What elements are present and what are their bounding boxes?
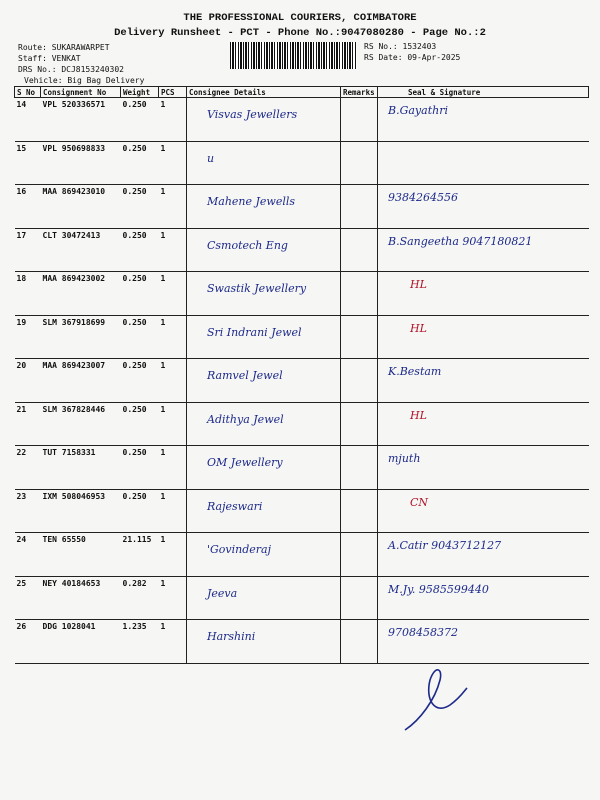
cell-remarks bbox=[341, 98, 378, 142]
cell-signature bbox=[378, 185, 589, 229]
cell-consignment-no: VPL 950698833 bbox=[41, 141, 121, 185]
cell-sno: 26 bbox=[15, 620, 41, 664]
route-label: Route: SUKARAWARPET bbox=[18, 43, 110, 52]
consignee-handwriting: Harshini bbox=[207, 630, 256, 643]
cell-signature bbox=[378, 446, 589, 490]
handwritten-signature bbox=[395, 660, 485, 740]
table-row bbox=[15, 359, 589, 403]
cell-weight: 0.250 bbox=[121, 272, 159, 316]
table-row bbox=[15, 272, 589, 316]
cell-signature bbox=[378, 141, 589, 185]
cell-signature bbox=[378, 359, 589, 403]
consignee-handwriting: Mahene Jewells bbox=[207, 195, 296, 208]
signature-handwriting: K.Bestam bbox=[388, 365, 442, 378]
page-subtitle: Delivery Runsheet - PCT - Phone No.:9047080280 - Page No.:2 bbox=[114, 27, 486, 39]
cell-remarks bbox=[341, 185, 378, 229]
cell-weight: 0.250 bbox=[121, 98, 159, 142]
cell-weight: 0.250 bbox=[121, 489, 159, 533]
cell-pcs: 1 bbox=[159, 272, 187, 316]
cell-consignee bbox=[187, 576, 341, 620]
cell-consignee bbox=[187, 446, 341, 490]
cell-sno: 24 bbox=[15, 533, 41, 577]
cell-consignee bbox=[187, 533, 341, 577]
col-header-pcs: PCS bbox=[159, 87, 187, 98]
cell-signature bbox=[378, 489, 589, 533]
cell-sno: 23 bbox=[15, 489, 41, 533]
cell-pcs: 1 bbox=[159, 620, 187, 664]
signature-handwriting: B.Gayathri bbox=[388, 104, 448, 117]
cell-pcs: 1 bbox=[159, 576, 187, 620]
cell-consignee bbox=[187, 272, 341, 316]
cell-weight: 0.250 bbox=[121, 141, 159, 185]
signature-handwriting: 9384264556 bbox=[388, 191, 458, 204]
signature-handwriting: B.Sangeetha 9047180821 bbox=[388, 234, 533, 248]
cell-remarks bbox=[341, 533, 378, 577]
cell-consignee bbox=[187, 315, 341, 359]
cell-remarks bbox=[341, 141, 378, 185]
cell-remarks bbox=[341, 359, 378, 403]
cell-signature bbox=[378, 315, 589, 359]
consignee-handwriting: OM Jewellery bbox=[207, 456, 283, 469]
cell-consignment-no: CLT 30472413 bbox=[41, 228, 121, 272]
cell-consignee bbox=[187, 98, 341, 142]
signature-handwriting bbox=[380, 144, 587, 148]
staff-label: Staff: VENKAT bbox=[18, 54, 81, 63]
signature-handwriting: HL bbox=[410, 278, 427, 291]
col-header-weight: Weight bbox=[121, 87, 159, 98]
cell-consignment-no: MAA 869423007 bbox=[41, 359, 121, 403]
cell-consignee bbox=[187, 141, 341, 185]
page-title: THE PROFESSIONAL COURIERS, COIMBATORE bbox=[183, 12, 417, 24]
cell-pcs: 1 bbox=[159, 141, 187, 185]
cell-sno: 21 bbox=[15, 402, 41, 446]
consignee-handwriting: u bbox=[207, 151, 215, 165]
cell-signature bbox=[378, 620, 589, 664]
cell-consignee bbox=[187, 402, 341, 446]
cell-pcs: 1 bbox=[159, 228, 187, 272]
cell-consignee bbox=[187, 185, 341, 229]
signature-handwriting: M.Jy. 9585599440 bbox=[388, 582, 489, 596]
consignee-handwriting: Swastik Jewellery bbox=[207, 282, 307, 295]
signature-handwriting: HL bbox=[410, 321, 427, 335]
cell-remarks bbox=[341, 402, 378, 446]
cell-sno: 25 bbox=[15, 576, 41, 620]
cell-sno: 22 bbox=[15, 446, 41, 490]
barcode-image bbox=[230, 42, 357, 69]
cell-remarks bbox=[341, 446, 378, 490]
cell-sno: 15 bbox=[15, 141, 41, 185]
cell-signature bbox=[378, 228, 589, 272]
cell-weight: 0.250 bbox=[121, 315, 159, 359]
consignee-handwriting: Rajeswari bbox=[207, 499, 263, 513]
cell-consignment-no: TEN 65550 bbox=[41, 533, 121, 577]
cell-pcs: 1 bbox=[159, 359, 187, 403]
col-header-consignee: Consignee Details bbox=[187, 87, 341, 98]
cell-consignment-no: NEY 40184653 bbox=[41, 576, 121, 620]
cell-pcs: 1 bbox=[159, 315, 187, 359]
cell-weight: 0.250 bbox=[121, 402, 159, 446]
cell-consignee bbox=[187, 228, 341, 272]
cell-remarks bbox=[341, 315, 378, 359]
cell-consignment-no: IXM 508046953 bbox=[41, 489, 121, 533]
cell-weight: 1.235 bbox=[121, 620, 159, 664]
cell-pcs: 1 bbox=[159, 402, 187, 446]
signature-handwriting: CN bbox=[410, 495, 429, 509]
cell-pcs: 1 bbox=[159, 446, 187, 490]
consignee-handwriting: Csmotech Eng bbox=[207, 238, 288, 252]
cell-consignment-no: SLM 367828446 bbox=[41, 402, 121, 446]
cell-consignment-no: SLM 367918699 bbox=[41, 315, 121, 359]
cell-pcs: 1 bbox=[159, 185, 187, 229]
cell-consignment-no: TUT 7158331 bbox=[41, 446, 121, 490]
table-row bbox=[15, 315, 589, 359]
cell-remarks bbox=[341, 272, 378, 316]
cell-signature bbox=[378, 98, 589, 142]
col-header-sno: S No bbox=[15, 87, 41, 98]
cell-sno: 19 bbox=[15, 315, 41, 359]
col-header-signature: Seal & Signature bbox=[378, 87, 589, 98]
signature-handwriting: A.Catir 9043712127 bbox=[388, 539, 502, 552]
cell-weight: 0.250 bbox=[121, 359, 159, 403]
cell-weight: 0.250 bbox=[121, 446, 159, 490]
cell-consignment-no: MAA 869423002 bbox=[41, 272, 121, 316]
consignee-handwriting: Sri Indrani Jewel bbox=[207, 325, 302, 339]
cell-sno: 20 bbox=[15, 359, 41, 403]
cell-consignee bbox=[187, 489, 341, 533]
cell-consignee bbox=[187, 620, 341, 664]
cell-remarks bbox=[341, 228, 378, 272]
cell-pcs: 1 bbox=[159, 489, 187, 533]
consignee-handwriting: Adithya Jewel bbox=[207, 412, 284, 426]
rs-number: RS No.: 1532403 bbox=[364, 42, 437, 51]
table-row bbox=[15, 533, 589, 577]
cell-remarks bbox=[341, 576, 378, 620]
consignee-handwriting: Ramvel Jewel bbox=[207, 369, 283, 382]
cell-consignment-no: MAA 869423010 bbox=[41, 185, 121, 229]
vehicle-label: Vehicle: Big Bag Delivery bbox=[24, 76, 145, 85]
cell-sno: 18 bbox=[15, 272, 41, 316]
table-row bbox=[15, 402, 589, 446]
drs-number: DRS No.: DCJ8153240302 bbox=[18, 65, 124, 74]
col-header-remarks: Remarks bbox=[341, 87, 378, 98]
cell-pcs: 1 bbox=[159, 533, 187, 577]
table-row bbox=[15, 576, 589, 620]
cell-signature bbox=[378, 576, 589, 620]
table-row bbox=[15, 185, 589, 229]
cell-weight: 21.115 bbox=[121, 533, 159, 577]
runsheet-table bbox=[14, 86, 589, 664]
table-row bbox=[15, 141, 589, 185]
cell-sno: 17 bbox=[15, 228, 41, 272]
consignee-handwriting: Jeeva bbox=[207, 586, 238, 600]
cell-remarks bbox=[341, 620, 378, 664]
table-row bbox=[15, 98, 589, 142]
cell-pcs: 1 bbox=[159, 98, 187, 142]
table-header-row bbox=[15, 87, 589, 98]
cell-signature bbox=[378, 402, 589, 446]
table-row bbox=[15, 620, 589, 664]
signature-handwriting: mjuth bbox=[388, 452, 421, 465]
signature-handwriting: 9708458372 bbox=[388, 626, 458, 639]
cell-sno: 16 bbox=[15, 185, 41, 229]
cell-sno: 14 bbox=[15, 98, 41, 142]
cell-signature bbox=[378, 272, 589, 316]
consignee-handwriting: 'Govinderaj bbox=[207, 543, 272, 556]
table-row bbox=[15, 489, 589, 533]
consignee-handwriting: Visvas Jewellers bbox=[207, 108, 298, 121]
cell-consignment-no: DDG 1028041 bbox=[41, 620, 121, 664]
rs-date: RS Date: 09-Apr-2025 bbox=[364, 53, 461, 62]
cell-remarks bbox=[341, 489, 378, 533]
col-header-consignment: Consignment No bbox=[41, 87, 121, 98]
table-row bbox=[15, 446, 589, 490]
cell-consignment-no: VPL 520336571 bbox=[41, 98, 121, 142]
signature-handwriting: HL bbox=[410, 408, 427, 422]
cell-weight: 0.250 bbox=[121, 185, 159, 229]
table-row bbox=[15, 228, 589, 272]
cell-weight: 0.250 bbox=[121, 228, 159, 272]
cell-consignee bbox=[187, 359, 341, 403]
cell-signature bbox=[378, 533, 589, 577]
cell-weight: 0.282 bbox=[121, 576, 159, 620]
